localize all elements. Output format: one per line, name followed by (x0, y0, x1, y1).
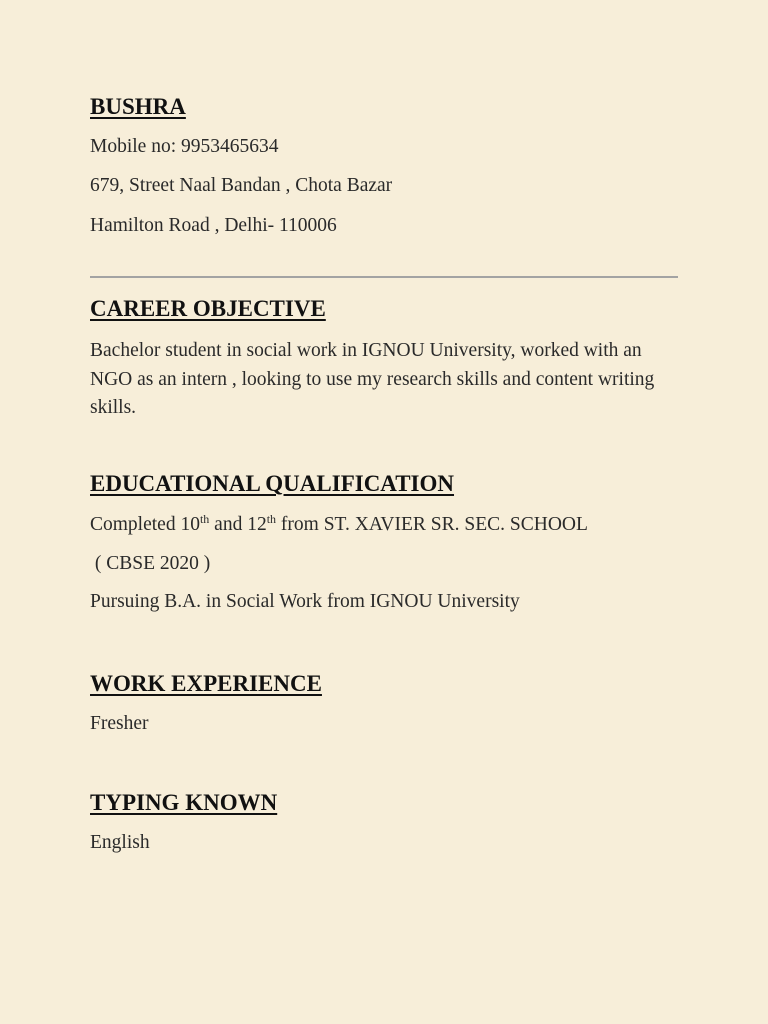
mobile-number: Mobile no: 9953465634 (90, 136, 279, 157)
section-divider (90, 276, 678, 278)
education-text-part-3: from ST. XAVIER SR. SEC. SCHOOL (276, 514, 588, 535)
work-experience-heading: WORK EXPERIENCE (90, 671, 322, 696)
education-text-part-1: Completed 10 (90, 514, 200, 535)
candidate-name: BUSHRA (90, 94, 186, 119)
education-line-1 (90, 514, 588, 536)
work-experience-text: Fresher (90, 713, 149, 734)
career-objective-text: Bachelor student in social work in IGNOU University, worked with an NGO as an intern , looking to use my research skills and content writing skills. (90, 340, 655, 418)
typing-known-text: English (90, 832, 150, 853)
education-text-part-2: and 12 (209, 514, 267, 535)
address-line-2: Hamilton Road , Delhi- 110006 (90, 215, 337, 236)
career-objective-heading: CAREER OBJECTIVE (90, 296, 326, 321)
superscript-th-1: th (199, 512, 210, 526)
education-heading: EDUCATIONAL QUALIFICATION (90, 471, 455, 496)
education-line-3: Pursuing B.A. in Social Work from IGNOU University (90, 591, 520, 612)
superscript-th-2: th (266, 512, 277, 526)
typing-known-heading: TYPING KNOWN (90, 790, 278, 815)
education-line-2: ( CBSE 2020 ) (90, 553, 211, 574)
address-line-1: 679, Street Naal Bandan , Chota Bazar (90, 175, 393, 196)
